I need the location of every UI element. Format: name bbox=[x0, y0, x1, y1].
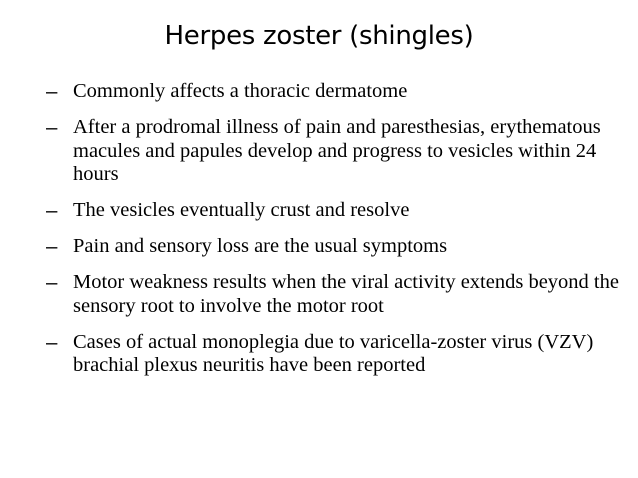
bullet-dash: – bbox=[46, 116, 58, 139]
bullet-dash: – bbox=[46, 199, 58, 222]
bullet-item bbox=[44, 116, 624, 187]
bullet-text: Cases of actual monoplegia due to varicella-zoster virus (VZV) brachial plexus neuritis have been reported bbox=[73, 330, 594, 376]
bullet-dash: – bbox=[46, 271, 58, 294]
bullet-item bbox=[44, 80, 624, 104]
bullet-item bbox=[44, 331, 624, 378]
bullet-item bbox=[44, 235, 624, 259]
bullet-text: Pain and sensory loss are the usual symptoms bbox=[73, 235, 448, 257]
bullet-text: The vesicles eventually crust and resolve bbox=[73, 199, 410, 221]
bullet-dash: – bbox=[46, 235, 58, 258]
bullet-dash: – bbox=[46, 80, 58, 103]
bullet-dash: – bbox=[46, 330, 58, 354]
bullet-text: Motor weakness results when the viral activity extends beyond the sensory root to involve the motor root bbox=[73, 271, 619, 317]
bullet-text: After a prodromal illness of pain and paresthesias, erythematous macules and papules develop and progress to vesicles within 24 hours bbox=[73, 116, 601, 185]
slide-title: Herpes zoster (shingles) bbox=[164, 21, 474, 51]
bullet-text: Commonly affects a thoracic dermatome bbox=[73, 80, 408, 102]
bullet-item bbox=[44, 271, 624, 318]
bullet-list bbox=[44, 80, 624, 390]
bullet-item bbox=[44, 199, 624, 223]
